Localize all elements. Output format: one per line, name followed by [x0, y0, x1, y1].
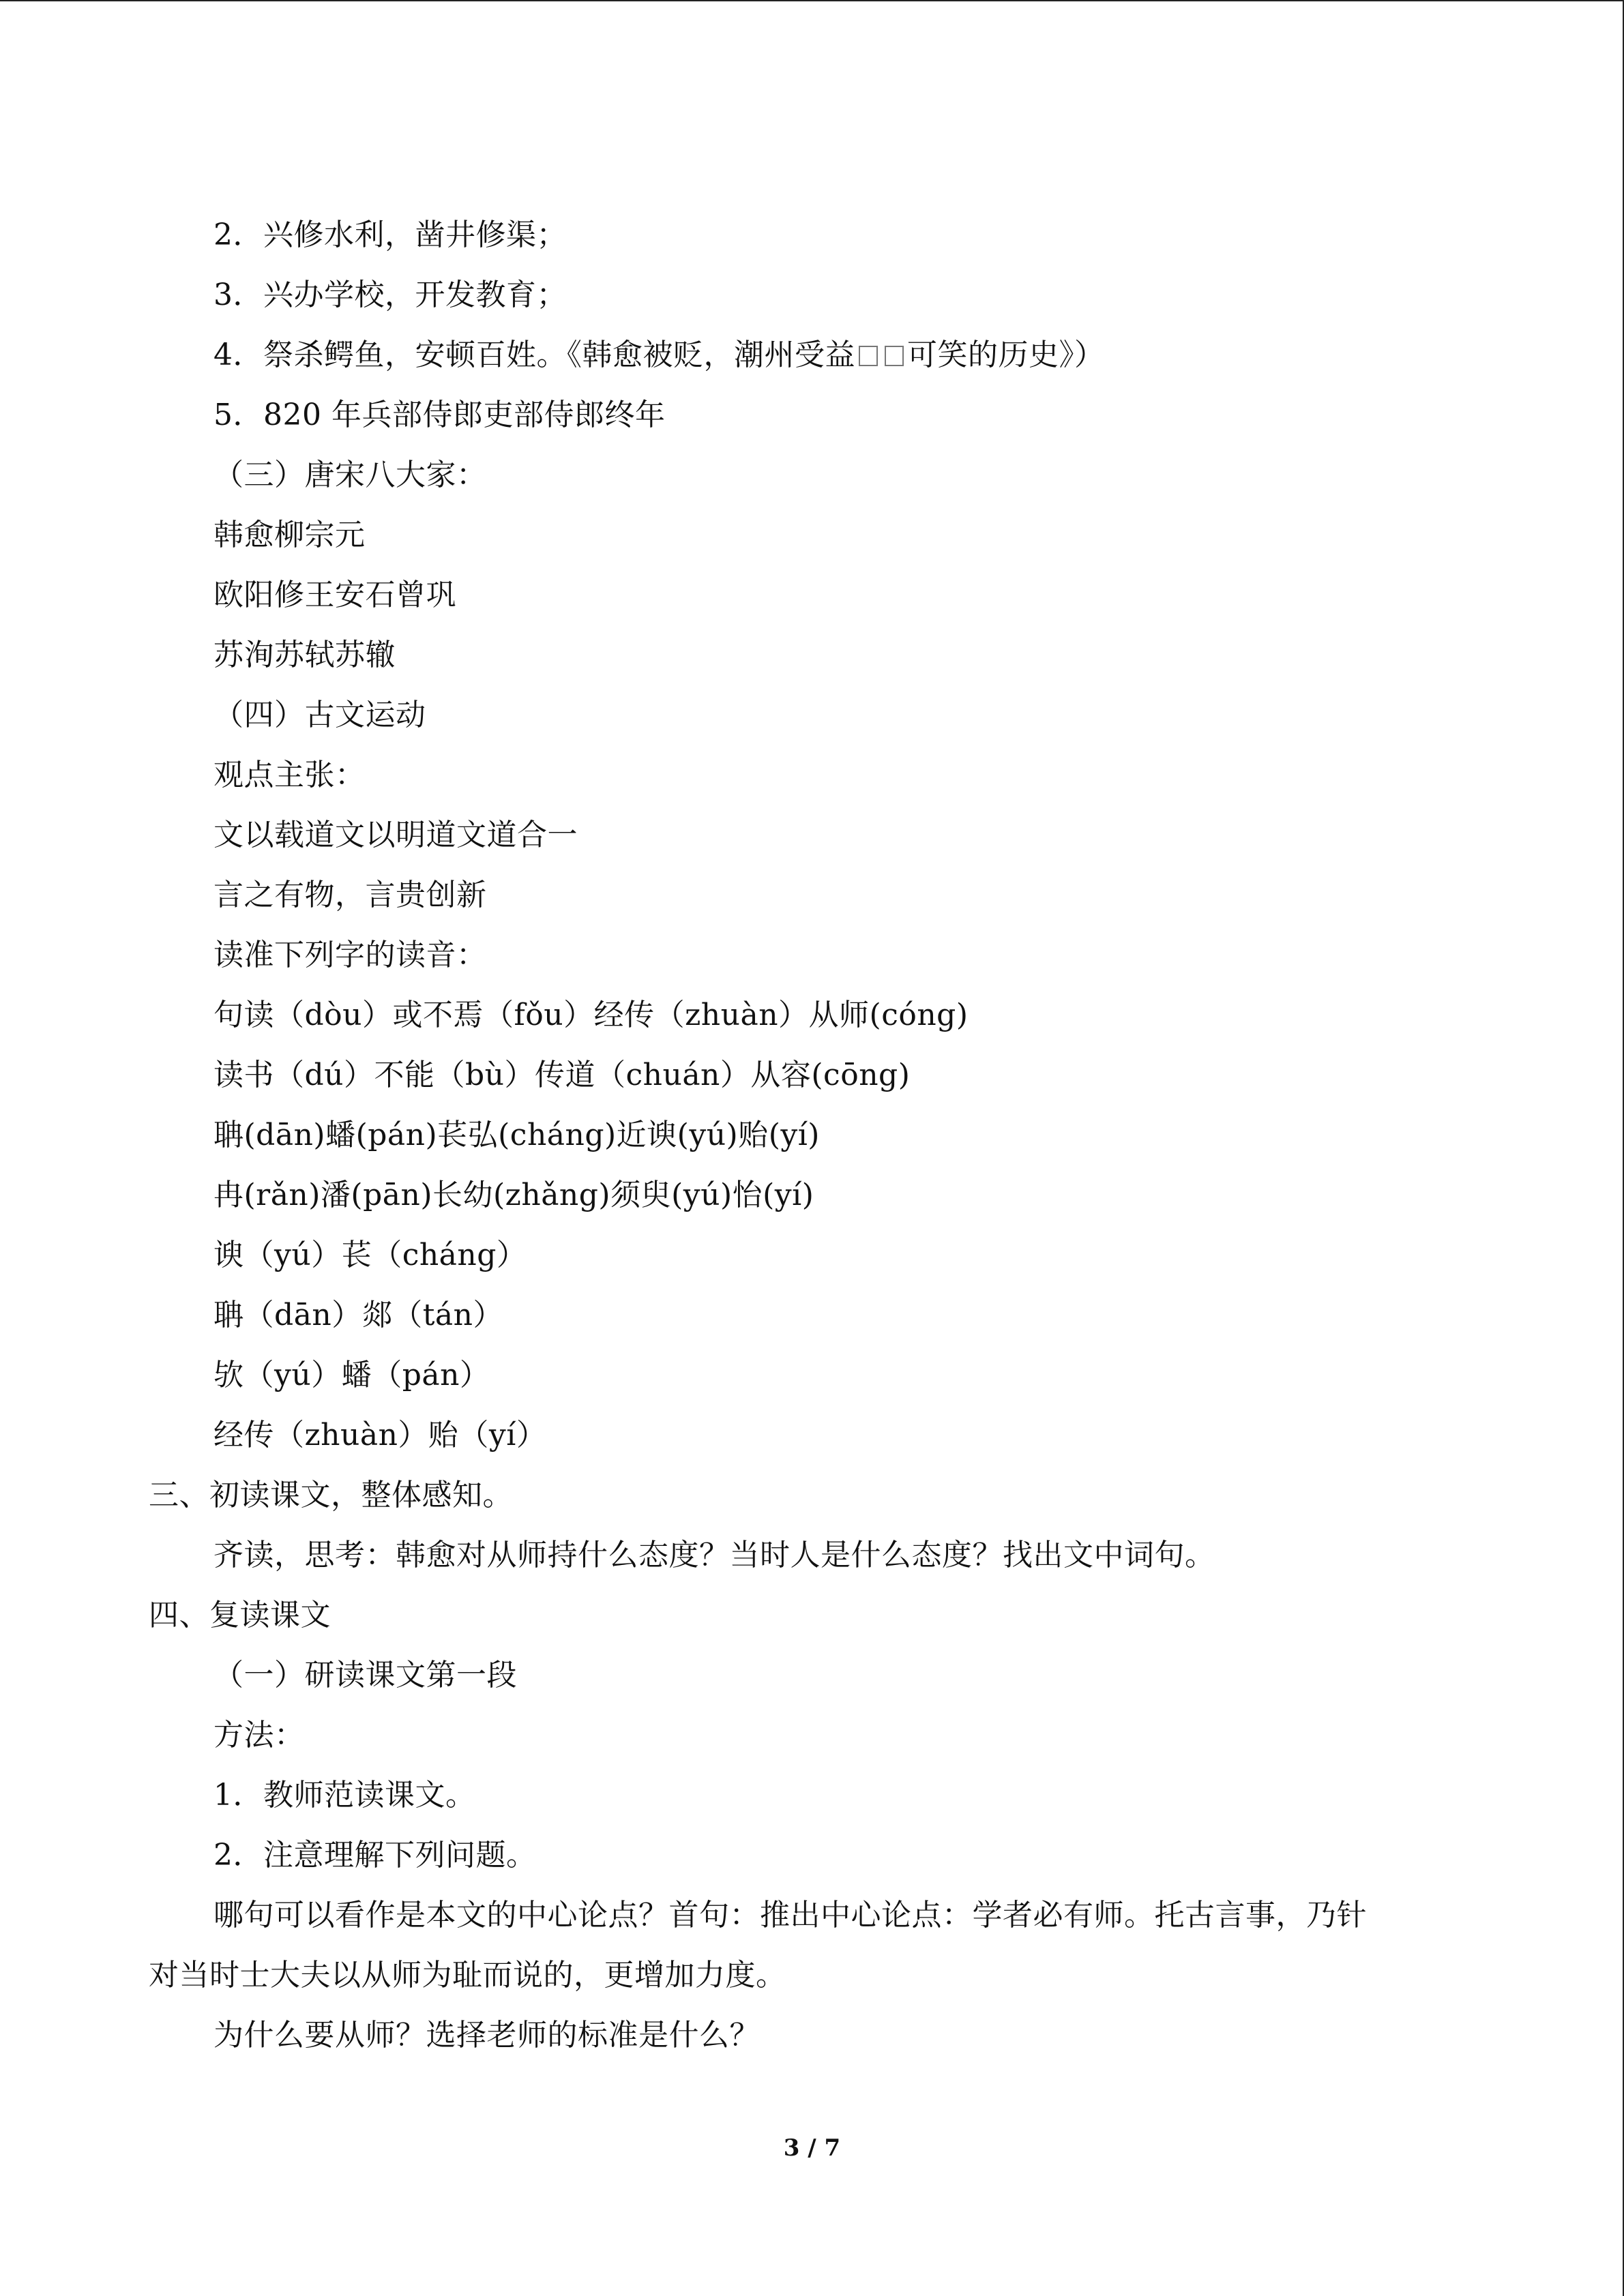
text-segment: 4．祭杀鳄鱼，安顿百姓。《韩愈被贬，潮州受益	[213, 338, 855, 372]
missing-glyph-box	[885, 346, 904, 366]
text-line: 聃（dān）郯（tán）	[213, 1298, 503, 1332]
text-line: 方法：	[213, 1718, 305, 1753]
text-line	[213, 335, 1105, 376]
section-heading: （三）唐宋八大家：	[213, 458, 487, 492]
page-number: 3 / 7	[783, 2134, 841, 2162]
text-line: 观点主张：	[213, 758, 366, 792]
section-heading: （四）古文运动	[213, 698, 426, 732]
text-line: 言之有物，言贵创新	[213, 878, 487, 912]
text-line: 谀（yú）苌（cháng）	[213, 1238, 527, 1272]
text-line: 3．兴办学校，开发教育；	[213, 278, 567, 312]
text-line: 句读（dòu）或不焉（fǒu）经传（zhuàn）从师(cóng)	[213, 998, 969, 1032]
section-heading: 三、初读课文，整体感知。	[149, 1478, 513, 1512]
text-line: 欤（yú）蟠（pán）	[213, 1358, 490, 1392]
text-line: 冉(rǎn)潘(pān)长幼(zhǎng)须臾(yú)怡(yí)	[213, 1178, 814, 1212]
text-line: 1．教师范读课文。	[213, 1778, 476, 1813]
text-line: 哪句可以看作是本文的中心论点？首句：推出中心论点：学者必有师。托古言事，乃针	[213, 1898, 1367, 1933]
section-heading: 四、复读课文	[149, 1598, 331, 1632]
text-line: 经传（zhuàn）贻（yí）	[213, 1418, 547, 1452]
text-line: 为什么要从师？选择老师的标准是什么？	[213, 2018, 760, 2053]
text-line: 齐读，思考：韩愈对从师持什么态度？当时人是什么态度？找出文中词句。	[213, 1538, 1215, 1572]
text-line: 2．兴修水利，凿井修渠；	[213, 218, 567, 252]
missing-glyph-box	[859, 346, 878, 366]
text-line: 韩愈柳宗元	[213, 518, 366, 552]
text-line: 聃(dān)蟠(pán)苌弘(cháng)近谀(yú)贻(yí)	[213, 1118, 820, 1152]
text-line: 欧阳修王安石曾巩	[213, 578, 456, 612]
text-line: 读准下列字的读音：	[213, 938, 487, 972]
text-line: 2．注意理解下列问题。	[213, 1838, 537, 1873]
text-line: 5．820 年兵部侍郎吏部侍郎终年	[213, 398, 666, 432]
text-line: 对当时士大夫以从师为耻而说的，更增加力度。	[149, 1958, 786, 1993]
text-line: 读书（dú）不能（bù）传道（chuán）从容(cōng)	[213, 1058, 911, 1092]
text-line: 文以载道文以明道文道合一	[213, 818, 578, 852]
text-segment: 可笑的历史》）	[907, 338, 1105, 372]
section-heading: （一）研读课文第一段	[213, 1658, 517, 1693]
text-line: 苏洵苏轼苏辙	[213, 638, 396, 672]
